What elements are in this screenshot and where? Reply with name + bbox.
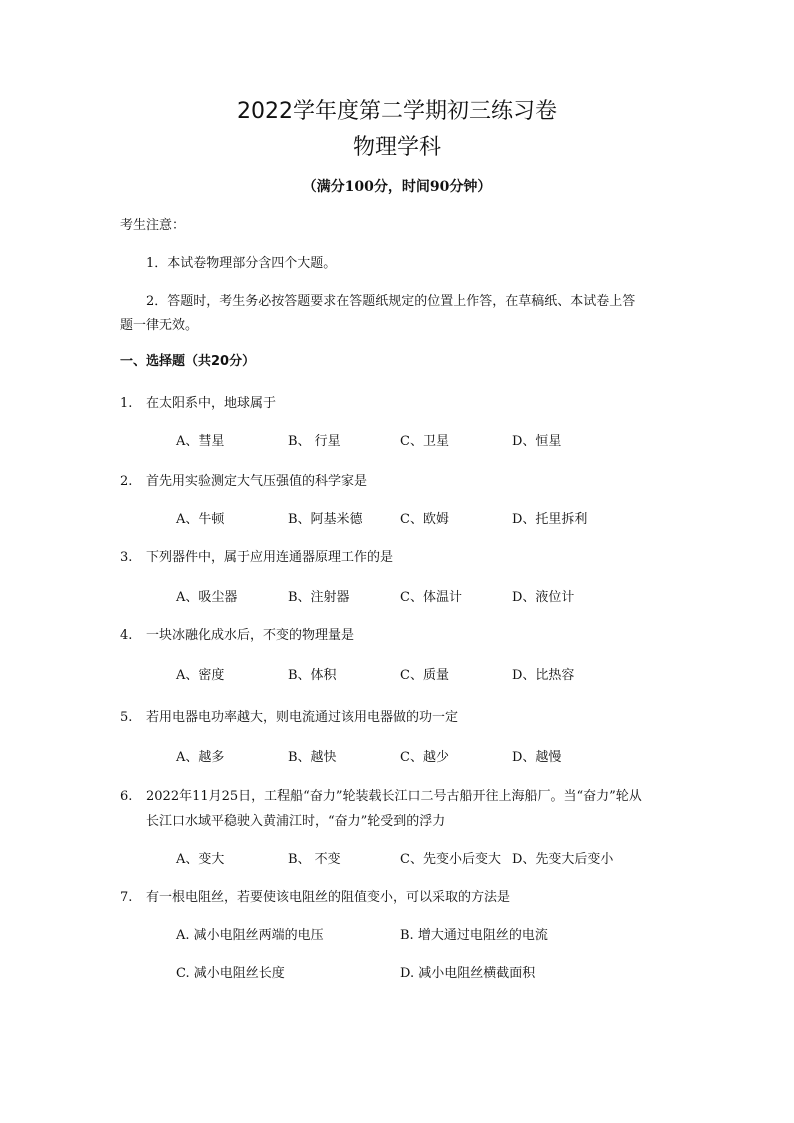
- notice-item-1: 1．本试卷物理部分含四个大题。: [146, 256, 337, 271]
- question-3: [120, 546, 393, 565]
- question-6: [120, 785, 642, 804]
- option-c: C、欧姆: [400, 512, 449, 527]
- option-b: B、 行星: [288, 434, 341, 449]
- section-heading-choice: 一、选择题（共20分）: [120, 354, 256, 369]
- question-number: 7.: [120, 890, 133, 905]
- question-number: 1.: [120, 396, 133, 411]
- question-6-text-cont: 长江口水域平稳驶入黄浦江时，“奋力”轮受到的浮力: [146, 814, 446, 829]
- option-d: D、恒星: [512, 434, 562, 449]
- option-c: C、体温计: [400, 590, 462, 605]
- question-7: [120, 886, 510, 905]
- option-a: A、越多: [176, 750, 225, 765]
- option-d: D、液位计: [512, 590, 575, 605]
- question-4: [120, 624, 354, 643]
- option-c: C、卫星: [400, 434, 449, 449]
- question-number: 3.: [120, 550, 133, 565]
- option-b: B. 增大通过电阻丝的电流: [400, 928, 548, 943]
- option-b: B、越快: [288, 750, 337, 765]
- option-b: B、 不变: [288, 852, 341, 867]
- option-d: D、比热容: [512, 668, 575, 683]
- notice-item-2-line1: 2．答题时，考生务必按答题要求在答题纸规定的位置上作答，在草稿纸、本试卷上答: [146, 294, 636, 309]
- question-number: 2.: [120, 474, 133, 489]
- question-text: 一块冰融化成水后，不变的物理量是: [146, 628, 355, 643]
- option-d: D. 减小电阻丝横截面积: [400, 966, 536, 981]
- notice-item-2-line2: 题一律无效。: [120, 318, 199, 333]
- question-2: [120, 470, 367, 489]
- option-a: A、彗星: [176, 434, 225, 449]
- question-text: 有一根电阻丝，若要使该电阻丝的阻值变小，可以采取的方法是: [146, 890, 511, 905]
- option-a: A、牛顿: [176, 512, 225, 527]
- question-number: 5.: [120, 710, 133, 725]
- question-5: [120, 706, 458, 725]
- question-text: 在太阳系中，地球属于: [146, 396, 277, 411]
- option-d: D、托里拆利: [512, 512, 588, 527]
- option-c: C、越少: [400, 750, 449, 765]
- exam-duration: （满分100分，时间90分钟）: [302, 179, 492, 195]
- option-a: A、变大: [176, 852, 225, 867]
- option-d: D、先变大后变小: [512, 852, 614, 867]
- option-b: B、体积: [288, 668, 337, 683]
- question-text: 首先用实验测定大气压强值的科学家是: [146, 474, 368, 489]
- option-c: C、质量: [400, 668, 449, 683]
- question-text: 下列器件中，属于应用连通器原理工作的是: [146, 550, 394, 565]
- option-a: A、吸尘器: [176, 590, 238, 605]
- question-number: 6.: [120, 789, 133, 804]
- option-c: C、先变小后变大: [400, 852, 501, 867]
- exam-title: 2022学年度第二学期初三练习卷: [237, 99, 557, 124]
- option-b: B、阿基米德: [288, 512, 363, 527]
- option-b: B、注射器: [288, 590, 350, 605]
- question-1: [120, 392, 276, 411]
- option-c: C. 减小电阻丝长度: [176, 966, 285, 981]
- option-d: D、越慢: [512, 750, 562, 765]
- notice-heading: 考生注意：: [120, 218, 186, 233]
- option-a: A. 减小电阻丝两端的电压: [176, 928, 324, 943]
- question-number: 4.: [120, 628, 133, 643]
- exam-subject: 物理学科: [352, 135, 441, 160]
- question-text: 若用电器电功率越大，则电流通过该用电器做的功一定: [146, 710, 459, 725]
- option-a: A、密度: [176, 668, 225, 683]
- question-text: 2022年11月25日，工程船“奋力”轮装载长江口二号古船开往上海船厂。当“奋力”轮从: [146, 789, 642, 804]
